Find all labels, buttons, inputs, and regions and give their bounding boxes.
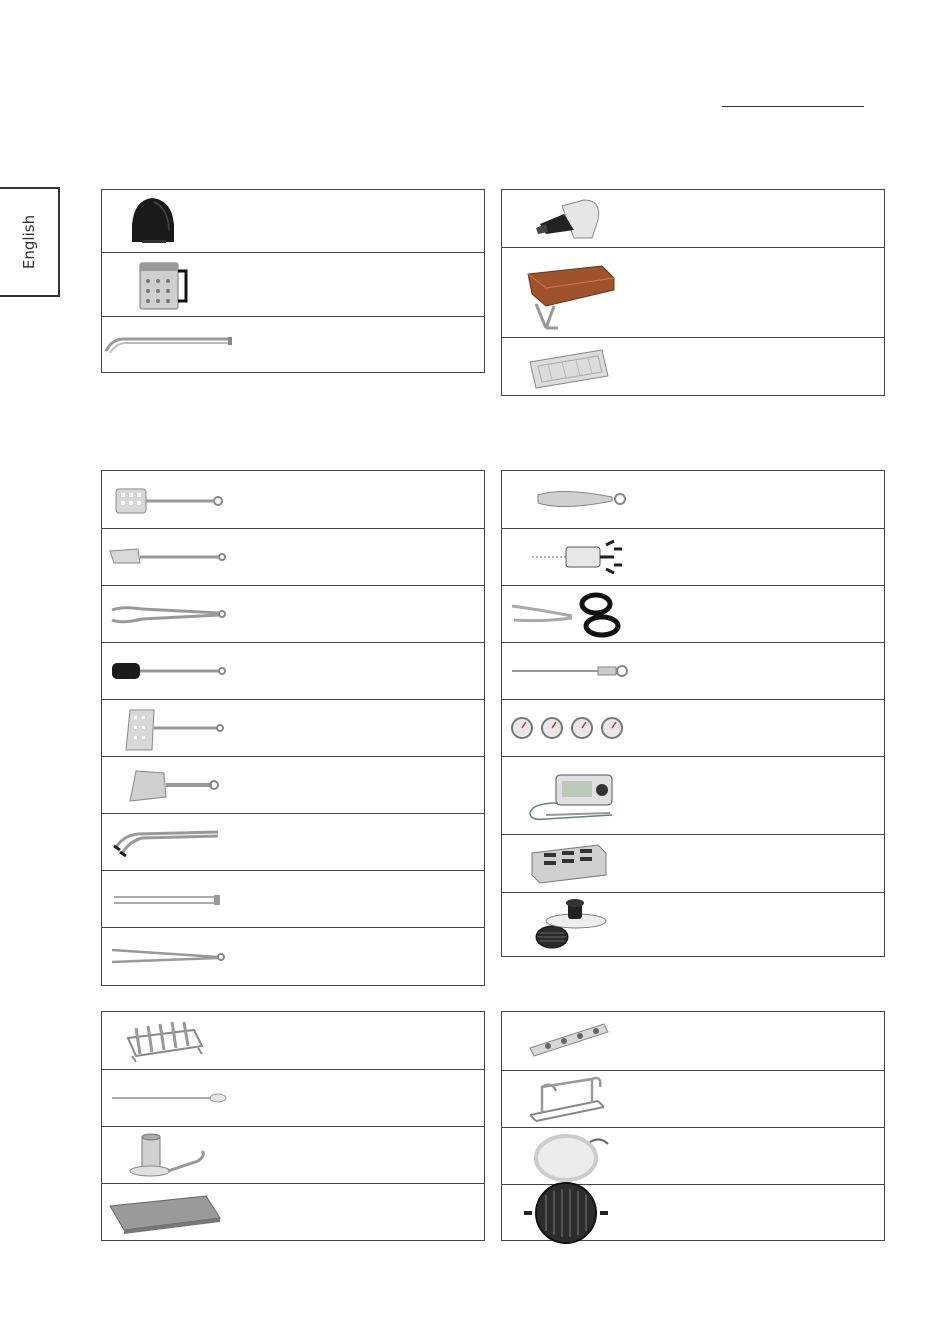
accessory-row — [102, 756, 484, 813]
accessory-box-2-right — [501, 470, 885, 957]
accessory-row — [102, 870, 484, 927]
poultry-shears-icon — [502, 586, 642, 643]
accessory-row — [502, 642, 884, 699]
bbq-gloves-icon — [502, 190, 622, 247]
header-rule — [722, 106, 864, 107]
accessory-row — [102, 1069, 484, 1126]
scraper-icon — [102, 757, 242, 814]
wide-spatula-icon — [102, 700, 242, 757]
language-tab — [0, 187, 60, 297]
accessory-row — [102, 190, 484, 252]
accessory-row — [102, 471, 484, 528]
accessory-row — [502, 337, 884, 395]
accessory-row — [502, 1070, 884, 1127]
tongs-icon — [102, 586, 242, 643]
side-table-icon — [502, 248, 642, 338]
accessory-row — [502, 1184, 884, 1240]
accessory-box-3-right — [501, 1011, 885, 1241]
grill-fork-icon — [102, 871, 242, 928]
accessory-row — [502, 528, 884, 585]
language-label: English — [20, 214, 38, 270]
accessory-row — [102, 699, 484, 756]
accessory-row — [102, 585, 484, 642]
accessory-row — [102, 252, 484, 316]
roast-rack-icon — [502, 1071, 642, 1128]
basting-brush-icon — [102, 643, 242, 700]
accessory-row — [502, 756, 884, 834]
accessory-row — [502, 1127, 884, 1184]
pepper-roaster-icon — [502, 1012, 642, 1070]
long-tongs-icon — [102, 814, 242, 871]
accessory-row — [502, 190, 884, 247]
meat-thermometer-probe-icon — [502, 643, 642, 700]
accessory-row — [102, 642, 484, 699]
fish-tongs-icon — [502, 471, 642, 528]
grill-plank-icon — [102, 1184, 242, 1241]
smoker-box-icon — [502, 835, 642, 893]
pizza-stone-icon — [502, 1128, 642, 1185]
accessory-row — [502, 247, 884, 337]
digital-thermometer-icon — [502, 757, 642, 835]
accessory-row — [502, 585, 884, 642]
tweezers-icon — [102, 928, 242, 986]
accessory-row — [102, 1126, 484, 1183]
accessory-row — [102, 813, 484, 870]
fish-spatula-icon — [102, 529, 242, 586]
accessory-row — [502, 834, 884, 892]
drip-pan-icon — [502, 338, 622, 396]
marinade-injector-icon — [502, 529, 642, 586]
accessory-row — [502, 1012, 884, 1070]
accessory-row — [502, 471, 884, 528]
accessory-box-1-right — [501, 189, 885, 396]
accessory-row — [102, 316, 484, 372]
slotted-spatula-icon — [102, 471, 242, 528]
burger-press-icon — [502, 893, 642, 957]
rib-rack-icon — [102, 1012, 242, 1069]
accessory-row — [102, 1012, 484, 1069]
ash-rake-icon — [102, 317, 242, 373]
accessory-row — [102, 1183, 484, 1240]
griddle-pan-icon — [502, 1185, 642, 1241]
meat-thermometers-icon — [502, 700, 642, 757]
chimney-starter-icon — [102, 253, 222, 317]
accessory-row — [102, 927, 484, 985]
accessory-box-3-left — [101, 1011, 485, 1241]
skewer-icon — [102, 1070, 242, 1127]
accessory-box-2-left — [101, 470, 485, 986]
accessory-row — [502, 892, 884, 956]
accessory-row — [102, 528, 484, 585]
accessory-box-1-left — [101, 189, 485, 373]
chicken-roaster-icon — [102, 1127, 242, 1184]
accessory-row — [502, 699, 884, 756]
cover-icon — [102, 190, 202, 252]
